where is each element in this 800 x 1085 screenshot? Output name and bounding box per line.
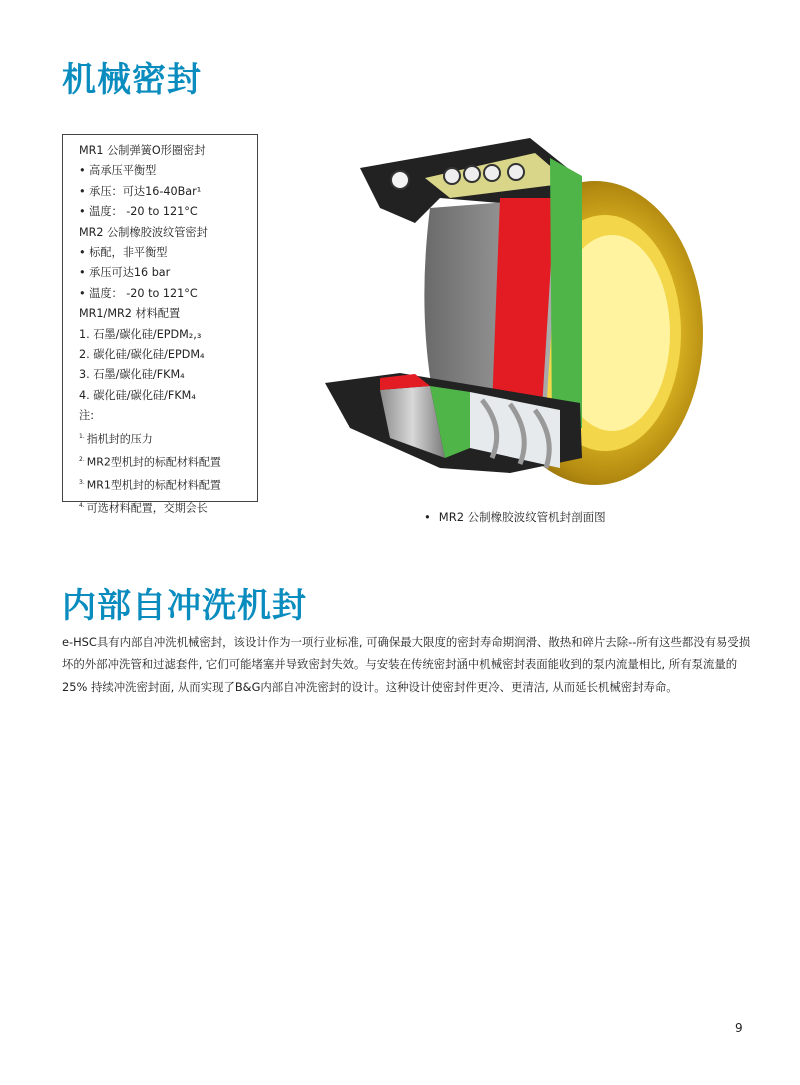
footnote-mark: 4. bbox=[79, 501, 85, 509]
spec-line: • 高承压平衡型 bbox=[79, 164, 157, 178]
spec-line: 注: bbox=[79, 409, 94, 423]
body-paragraph: e-HSC具有内部自冲洗机械密封，该设计作为一项行业标准, 可确保最大限度的密封寿命期润滑、散热和碎片去除--所有这些都没有易受损坏的外部冲洗管和过滤套件, 它们可能堵塞并导致密封失效。与安装在传统密封涵中机械密封表面能收到的泵内流量相比, 所有泵流量的25% 持续冲洗密封面, 从而实现了B&G内部自冲洗密封的设计。这种设计使密封件更冷、更清洁, 从而延长机械密封寿命。 bbox=[62, 635, 751, 694]
footnote-text: MR1型机封的标配材料配置 bbox=[86, 478, 221, 492]
footnote-mark: 2. bbox=[79, 455, 85, 463]
caption-text: MR2 公制橡胶波纹管机封剖面图 bbox=[438, 510, 606, 524]
spec-line: MR1/MR2 材料配置 bbox=[79, 307, 181, 321]
footnote-mark: 1. bbox=[79, 432, 85, 440]
footnote bbox=[79, 450, 257, 473]
seal-cutaway-image bbox=[320, 128, 710, 493]
footnote-text: MR2型机封的标配材料配置 bbox=[86, 455, 221, 469]
spec-line: • 承压可达16 bar bbox=[79, 266, 171, 280]
caption-bullet: • bbox=[424, 510, 431, 524]
spec-line: • 承压：可达16-40Bar¹ bbox=[79, 184, 202, 198]
spec-line: 1. 石墨/碳化硅/EPDM₂,₃ bbox=[79, 327, 202, 341]
footnote bbox=[79, 473, 257, 496]
spec-line: • 标配，非平衡型 bbox=[79, 246, 168, 260]
section-title-self-flush-seal: 内部自冲洗机封 bbox=[62, 586, 307, 626]
footnote-text: 可选材料配置，交期会长 bbox=[86, 501, 208, 515]
section-title-mechanical-seal: 机械密封 bbox=[62, 60, 202, 100]
spring-coil bbox=[464, 166, 480, 182]
spec-line: • 温度： -20 to 121°C bbox=[79, 286, 198, 300]
figure-caption bbox=[424, 509, 606, 525]
footnote bbox=[79, 496, 257, 519]
spec-line: • 温度： -20 to 121°C bbox=[79, 205, 198, 219]
spring-coil bbox=[484, 165, 500, 181]
spec-line: MR2 公制橡胶波纹管密封 bbox=[79, 225, 208, 239]
spec-box bbox=[62, 134, 258, 515]
spring-coil bbox=[444, 168, 460, 184]
footnote-text: 指机封的压力 bbox=[86, 432, 153, 446]
spec-line: 3. 石墨/碳化硅/FKM₄ bbox=[79, 368, 185, 382]
footnote bbox=[79, 427, 257, 450]
spec-line: 4. 碳化硅/碳化硅/FKM₄ bbox=[79, 388, 196, 402]
green-band bbox=[550, 158, 582, 428]
footnote-mark: 3. bbox=[79, 478, 85, 486]
spring-coil bbox=[508, 164, 524, 180]
spec-line: 2. 碳化硅/碳化硅/EPDM₄ bbox=[79, 348, 205, 362]
page-number: 9 bbox=[735, 1021, 743, 1035]
spec-line: MR1 公制弹簧O形圈密封 bbox=[79, 144, 206, 157]
spring-coil bbox=[391, 171, 409, 189]
